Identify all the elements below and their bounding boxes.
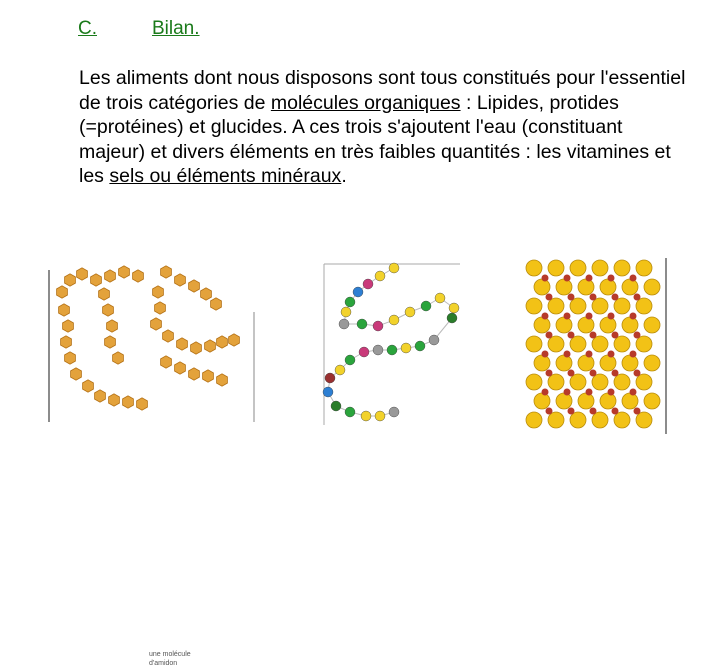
glucose-unit bbox=[189, 280, 200, 292]
glucose-unit bbox=[65, 274, 76, 286]
water-molecule bbox=[526, 374, 542, 390]
glucose-unit bbox=[229, 334, 240, 346]
water-molecule bbox=[600, 317, 616, 333]
summary-paragraph bbox=[79, 66, 689, 189]
ion-dot bbox=[590, 294, 597, 301]
ion-dot bbox=[590, 408, 597, 415]
section-number: C. bbox=[78, 18, 97, 39]
water-molecule bbox=[578, 393, 594, 409]
amino-acid-bead bbox=[363, 279, 373, 289]
ion-dot bbox=[612, 294, 619, 301]
water-molecule bbox=[570, 412, 586, 428]
glucose-unit bbox=[105, 270, 116, 282]
amino-acid-bead bbox=[415, 341, 425, 351]
protein-chain-figure bbox=[322, 262, 462, 427]
amino-acid-bead bbox=[341, 307, 351, 317]
amino-acid-bead bbox=[361, 411, 371, 421]
ion-dot bbox=[546, 370, 553, 377]
amino-acid-bead bbox=[345, 355, 355, 365]
amino-acid-bead bbox=[389, 263, 399, 273]
water-molecule bbox=[592, 374, 608, 390]
ion-dot bbox=[634, 408, 641, 415]
ion-dot bbox=[564, 275, 571, 282]
water-molecule bbox=[526, 412, 542, 428]
amino-acid-bead bbox=[323, 387, 333, 397]
water-molecule bbox=[636, 298, 652, 314]
water-molecule bbox=[578, 355, 594, 371]
ion-dot bbox=[630, 313, 637, 320]
water-molecule bbox=[636, 336, 652, 352]
ion-dot bbox=[590, 370, 597, 377]
ion-dot bbox=[586, 313, 593, 320]
amino-acid-bead bbox=[325, 373, 335, 383]
water-molecule bbox=[614, 336, 630, 352]
ion-dot bbox=[564, 351, 571, 358]
glucose-unit bbox=[203, 370, 214, 382]
glucose-unit bbox=[163, 330, 174, 342]
water-molecule bbox=[636, 260, 652, 276]
water-molecule bbox=[548, 412, 564, 428]
water-molecule bbox=[548, 298, 564, 314]
mineral-crystal-drawing bbox=[520, 256, 668, 436]
paragraph-text-1: Les aliments dont nous disposons sont tous constitués pour l'essentiel de trois catégories de bbox=[79, 67, 686, 114]
glucose-unit bbox=[137, 398, 148, 410]
glucose-unit bbox=[107, 320, 118, 332]
ion-dot bbox=[608, 351, 615, 358]
amino-acid-bead bbox=[449, 303, 459, 313]
water-molecule bbox=[578, 317, 594, 333]
amino-acid-bead bbox=[401, 343, 411, 353]
amino-acid-bead bbox=[359, 347, 369, 357]
amino-acid-bead bbox=[353, 287, 363, 297]
ion-dot bbox=[568, 332, 575, 339]
water-molecule bbox=[592, 298, 608, 314]
water-molecule bbox=[534, 355, 550, 371]
glucose-unit bbox=[91, 274, 102, 286]
ion-dot bbox=[612, 332, 619, 339]
organic-molecules-link[interactable]: molécules organiques bbox=[270, 91, 461, 114]
water-molecule bbox=[556, 393, 572, 409]
paragraph-text-2: : Lipides, protides (=protéines) et glucides. A ces trois s'ajoutent l'eau (constituant majeur) et divers éléments en très faibles quantités : les vitamines et les bbox=[79, 91, 671, 187]
amino-acid-bead bbox=[335, 365, 345, 375]
ion-dot bbox=[630, 275, 637, 282]
glucose-unit bbox=[153, 286, 164, 298]
glucose-unit bbox=[201, 288, 212, 300]
glucose-unit bbox=[161, 266, 172, 278]
ion-dot bbox=[630, 389, 637, 396]
amino-acid-bead bbox=[429, 335, 439, 345]
amino-acid-bead bbox=[389, 407, 399, 417]
glucose-unit bbox=[133, 270, 144, 282]
ion-dot bbox=[608, 313, 615, 320]
ion-dot bbox=[586, 275, 593, 282]
glucose-unit bbox=[189, 368, 200, 380]
water-molecule bbox=[548, 374, 564, 390]
glucose-unit bbox=[63, 320, 74, 332]
water-molecule bbox=[614, 374, 630, 390]
ion-dot bbox=[590, 332, 597, 339]
water-molecule bbox=[534, 317, 550, 333]
amino-acid-bead bbox=[375, 271, 385, 281]
amino-acid-bead bbox=[373, 345, 383, 355]
water-molecule bbox=[644, 393, 660, 409]
water-molecule bbox=[622, 279, 638, 295]
water-molecule bbox=[600, 355, 616, 371]
amino-acid-bead bbox=[345, 297, 355, 307]
water-molecule bbox=[526, 260, 542, 276]
water-molecule bbox=[570, 298, 586, 314]
glucose-unit bbox=[71, 368, 82, 380]
water-molecule bbox=[548, 336, 564, 352]
amino-acid-bead bbox=[331, 401, 341, 411]
ion-dot bbox=[634, 332, 641, 339]
water-molecule bbox=[556, 355, 572, 371]
mineral-crystal-figure bbox=[520, 256, 668, 436]
glucose-unit bbox=[103, 304, 114, 316]
amino-acid-bead bbox=[357, 319, 367, 329]
ion-dot bbox=[608, 275, 615, 282]
glucose-unit bbox=[113, 352, 124, 364]
ion-dot bbox=[546, 294, 553, 301]
starch-caption-line2: d'amidon bbox=[149, 660, 178, 667]
starch-caption bbox=[149, 650, 191, 668]
ion-dot bbox=[568, 294, 575, 301]
ion-dot bbox=[542, 351, 549, 358]
starch-caption-line1: une molécule bbox=[149, 651, 191, 658]
water-molecule bbox=[622, 355, 638, 371]
water-molecule bbox=[644, 279, 660, 295]
starch-molecule-figure bbox=[48, 262, 258, 667]
water-molecule bbox=[548, 260, 564, 276]
glucose-unit bbox=[59, 304, 70, 316]
protein-chain-drawing bbox=[322, 262, 462, 427]
glucose-unit bbox=[83, 380, 94, 392]
ion-dot bbox=[568, 408, 575, 415]
ion-dot bbox=[612, 370, 619, 377]
glucose-unit bbox=[177, 338, 188, 350]
water-molecule bbox=[534, 393, 550, 409]
water-molecule bbox=[636, 374, 652, 390]
water-molecule bbox=[534, 279, 550, 295]
water-molecule bbox=[622, 317, 638, 333]
glucose-unit bbox=[175, 362, 186, 374]
amino-acid-bead bbox=[405, 307, 415, 317]
water-molecule bbox=[614, 260, 630, 276]
water-molecule bbox=[526, 336, 542, 352]
water-molecule bbox=[592, 336, 608, 352]
ion-dot bbox=[542, 313, 549, 320]
water-molecule bbox=[556, 317, 572, 333]
glucose-unit bbox=[217, 374, 228, 386]
ion-dot bbox=[630, 351, 637, 358]
water-molecule bbox=[592, 412, 608, 428]
ion-dot bbox=[542, 389, 549, 396]
ion-dot bbox=[612, 408, 619, 415]
glucose-unit bbox=[211, 298, 222, 310]
glucose-unit bbox=[57, 286, 68, 298]
water-molecule bbox=[570, 336, 586, 352]
ion-dot bbox=[586, 389, 593, 396]
ion-dot bbox=[564, 389, 571, 396]
section-heading bbox=[78, 18, 200, 40]
water-molecule bbox=[578, 279, 594, 295]
amino-acid-bead bbox=[387, 345, 397, 355]
glucose-unit bbox=[65, 352, 76, 364]
glucose-unit bbox=[191, 342, 202, 354]
water-molecule bbox=[592, 260, 608, 276]
ion-dot bbox=[634, 294, 641, 301]
amino-acid-bead bbox=[447, 313, 457, 323]
glucose-unit bbox=[151, 318, 162, 330]
ion-dot bbox=[546, 408, 553, 415]
water-molecule bbox=[600, 393, 616, 409]
amino-acid-bead bbox=[375, 411, 385, 421]
ion-dot bbox=[542, 275, 549, 282]
water-molecule bbox=[570, 260, 586, 276]
glucose-unit bbox=[77, 268, 88, 280]
ion-dot bbox=[564, 313, 571, 320]
water-molecule bbox=[526, 298, 542, 314]
water-molecule bbox=[636, 412, 652, 428]
amino-acid-bead bbox=[435, 293, 445, 303]
water-molecule bbox=[556, 279, 572, 295]
paragraph-text-3: . bbox=[341, 165, 347, 187]
ion-dot bbox=[634, 370, 641, 377]
glucose-unit bbox=[99, 288, 110, 300]
amino-acid-bead bbox=[345, 407, 355, 417]
glucose-unit bbox=[95, 390, 106, 402]
water-molecule bbox=[622, 393, 638, 409]
glucose-unit bbox=[155, 302, 166, 314]
glucose-unit bbox=[109, 394, 120, 406]
starch-molecule-drawing bbox=[48, 262, 258, 422]
glucose-unit bbox=[205, 340, 216, 352]
section-title: Bilan. bbox=[152, 18, 200, 39]
amino-acid-bead bbox=[373, 321, 383, 331]
glucose-unit bbox=[61, 336, 72, 348]
glucose-unit bbox=[123, 396, 134, 408]
amino-acid-bead bbox=[389, 315, 399, 325]
mineral-salts-link[interactable]: sels ou éléments minéraux bbox=[109, 165, 342, 187]
amino-acid-bead bbox=[339, 319, 349, 329]
ion-dot bbox=[608, 389, 615, 396]
water-molecule bbox=[614, 298, 630, 314]
water-molecule bbox=[644, 355, 660, 371]
ion-dot bbox=[586, 351, 593, 358]
water-molecule bbox=[644, 317, 660, 333]
glucose-unit bbox=[161, 356, 172, 368]
water-molecule bbox=[600, 279, 616, 295]
ion-dot bbox=[546, 332, 553, 339]
glucose-unit bbox=[119, 266, 130, 278]
ion-dot bbox=[568, 370, 575, 377]
water-molecule bbox=[614, 412, 630, 428]
glucose-unit bbox=[217, 336, 228, 348]
amino-acid-bead bbox=[421, 301, 431, 311]
water-molecule bbox=[570, 374, 586, 390]
glucose-unit bbox=[105, 336, 116, 348]
glucose-unit bbox=[175, 274, 186, 286]
